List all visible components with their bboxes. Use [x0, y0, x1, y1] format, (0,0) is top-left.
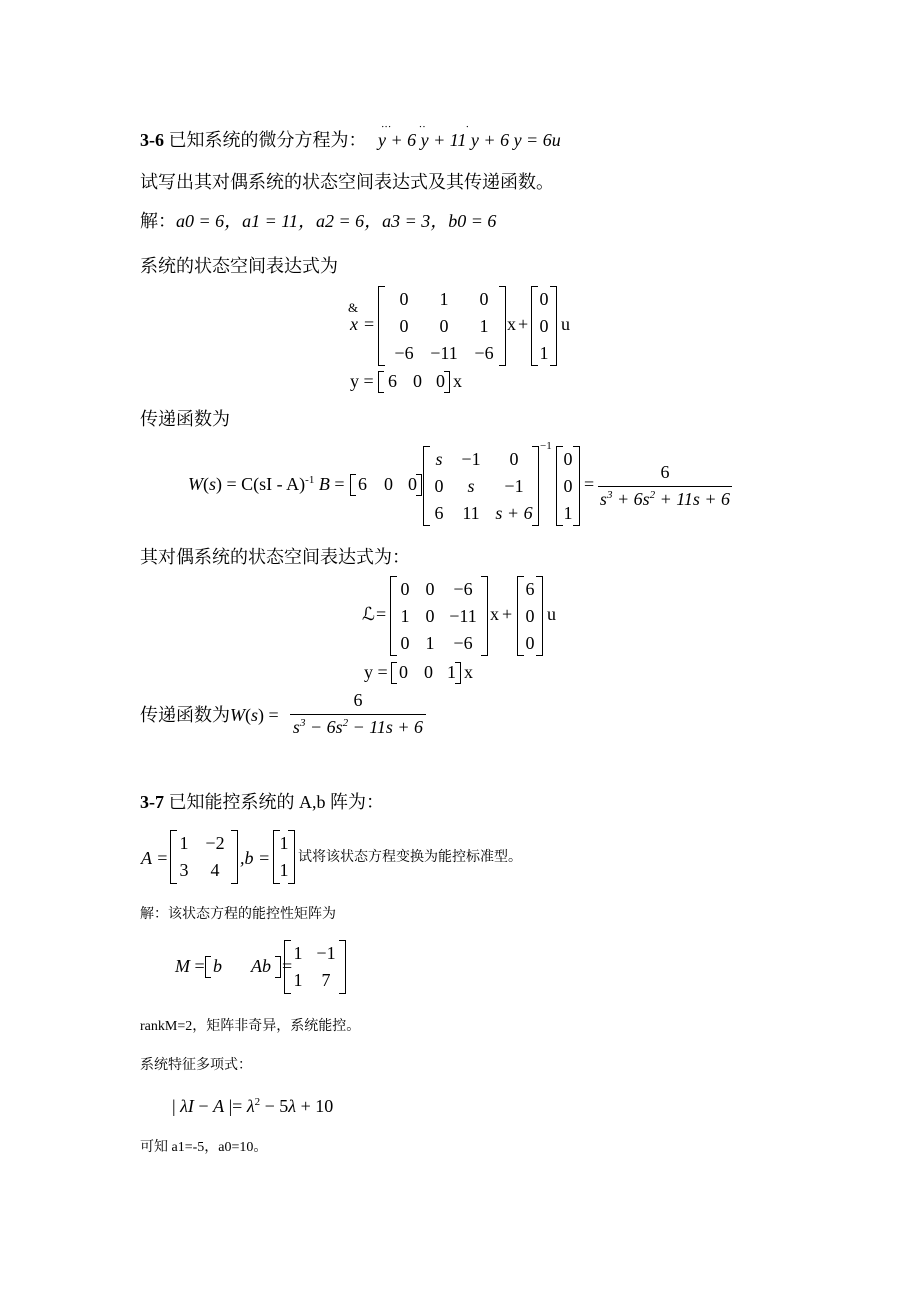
input-u: u [547, 604, 556, 624]
cell: 0 [399, 662, 408, 682]
cell: 1 [293, 970, 303, 990]
solution-coefficients [140, 209, 496, 233]
denominator: $s^3 + 6s^2 + 11s + 6$ [599, 489, 731, 509]
cell: 1 [563, 503, 573, 523]
dual-transfer-fraction [290, 690, 426, 738]
equation-text: y + 6 y + 11 y + 6 y = 6u [378, 130, 561, 150]
vector-b [273, 830, 295, 884]
cell: 6 [358, 474, 367, 494]
plus-sign: + [502, 604, 513, 624]
problem-number: 3-7 [140, 792, 164, 812]
dual-transfer-label: 传递函数为W(s) = [140, 705, 279, 725]
cell: 1 [179, 833, 189, 853]
char-poly: | λI − A |= $\lambda^2 - 5\lambda + 10$ [172, 1096, 334, 1116]
solution-prefix: 解： [140, 211, 176, 231]
cell: 0 [408, 474, 417, 494]
cell: 0 [424, 662, 433, 682]
cell: 0 [525, 606, 535, 626]
problem-intro: 已知系统的微分方程为： [168, 130, 367, 150]
cell: s [467, 476, 475, 496]
transfer-function-fraction [598, 462, 732, 510]
cell: −1 [316, 943, 336, 963]
cell: 0 [479, 289, 489, 309]
matrix-B-dual [517, 576, 543, 656]
cell: 6 [388, 371, 397, 391]
matrix-sI-minus-A [423, 446, 539, 526]
cell: −6 [453, 579, 473, 599]
cell: 6 [525, 579, 535, 599]
solution-text: 解：该状态方程的能控性矩阵为 [140, 907, 336, 922]
inverse-superscript: −1 [540, 440, 552, 452]
M-expression: M = [175, 956, 205, 976]
cell: 0 [413, 371, 422, 391]
matrix-C-dual [391, 662, 461, 684]
dual-tf-label-text: 传递函数为 [140, 705, 230, 725]
cell: 1 [425, 633, 435, 653]
cell: −11 [449, 606, 477, 626]
cell: 0 [563, 449, 573, 469]
cell: 0 [509, 449, 519, 469]
char-poly-label: 系统特征多项式： [140, 1058, 252, 1073]
output-y: y = [364, 662, 388, 682]
cell: 0 [399, 289, 409, 309]
cell: −6 [453, 633, 473, 653]
denominator: $s^3 - 6s^2 - 11s + 6$ [292, 717, 424, 737]
rank-statement: rankM=2，矩阵非奇异，系统能控。 [140, 1019, 361, 1034]
equals-sign: = [584, 474, 595, 494]
cell: s + 6 [495, 503, 533, 523]
cell: 0 [384, 474, 393, 494]
conclusion: 可知 a1=-5，a0=10。 [140, 1140, 268, 1155]
problem-number: 3-6 [140, 130, 164, 150]
state-x: x [464, 662, 473, 682]
xdot-symbol: x [350, 314, 358, 334]
problem-intro: 已知能控系统的 A,b 阵为： [168, 792, 384, 812]
state-x: x [490, 604, 499, 624]
cell: 0 [539, 289, 549, 309]
b-symbol: ,b = [240, 848, 271, 868]
cell: 1 [539, 343, 549, 363]
cell: 0 [400, 579, 410, 599]
Ab-entry: Ab [251, 956, 271, 976]
cell: 0 [399, 316, 409, 336]
cell: 1 [447, 662, 456, 682]
matrix-C [378, 371, 450, 393]
xdot-symbol: ℒ [362, 604, 375, 624]
cell: −1 [504, 476, 524, 496]
matrix-M [284, 940, 346, 994]
matrix-A-dual [390, 576, 488, 656]
transfer-function-lhs: W(s) = C(sI - A)$^{-1}$ B = [188, 474, 345, 494]
cell: −6 [394, 343, 414, 363]
equals-sign: = [376, 604, 387, 624]
cell: 0 [436, 371, 445, 391]
problem-3-7-heading [140, 790, 384, 814]
state-x: x [453, 371, 462, 391]
matrix-B [531, 286, 557, 366]
cell: s [435, 449, 443, 469]
task-text: 试将该状态方程变换为能控标准型。 [298, 850, 522, 865]
cell: 7 [321, 970, 331, 990]
cell: 1 [279, 833, 289, 853]
cell: 4 [210, 860, 220, 880]
cell: −11 [430, 343, 458, 363]
cell: 1 [439, 289, 449, 309]
cell: 1 [279, 860, 289, 880]
matrix-A [378, 286, 506, 366]
cell: −1 [461, 449, 481, 469]
dot-mark: & [348, 300, 359, 315]
cell: −2 [205, 833, 225, 853]
problem-task: 试写出其对偶系统的状态空间表达式及其传递函数。 [140, 172, 554, 192]
cell: 0 [400, 633, 410, 653]
dot-marks: ⋅⋅⋅ ⋅⋅ ⋅ [381, 122, 470, 133]
cell: 1 [293, 943, 303, 963]
cell: 0 [434, 476, 444, 496]
equals-sign: = [364, 314, 375, 334]
cell: 0 [539, 316, 549, 336]
coefficient-list: a0 = 6，a1 = 11，a2 = 6，a3 = 3，b0 = 6 [176, 211, 497, 231]
cell: 0 [425, 579, 435, 599]
cell: 1 [400, 606, 410, 626]
numerator: 6 [353, 690, 363, 710]
transfer-function-label: 传递函数为 [140, 409, 230, 429]
matrix-A-37 [170, 830, 238, 884]
equals-sign: = [282, 956, 293, 976]
A-symbol: A = [141, 848, 169, 868]
dual-system-label: 其对偶系统的状态空间表达式为： [140, 547, 410, 567]
matrix-B [556, 446, 580, 526]
b-entry: b [213, 956, 222, 976]
cell: 11 [462, 503, 480, 523]
input-u: u [561, 314, 570, 334]
problem-3-6-heading [140, 128, 367, 152]
state-space-label: 系统的状态空间表达式为 [140, 256, 338, 276]
cell: 0 [425, 606, 435, 626]
bracket-b-Ab [205, 956, 281, 978]
matrix-C [350, 474, 422, 496]
plus-sign: + [518, 314, 529, 334]
cell: −6 [474, 343, 494, 363]
cell: 1 [479, 316, 489, 336]
cell: 0 [563, 476, 573, 496]
cell: 3 [179, 860, 189, 880]
state-x: x [507, 314, 516, 334]
cell: 0 [525, 633, 535, 653]
numerator: 6 [660, 462, 670, 482]
output-y: y = [350, 371, 374, 391]
cell: 0 [439, 316, 449, 336]
cell: 6 [434, 503, 444, 523]
